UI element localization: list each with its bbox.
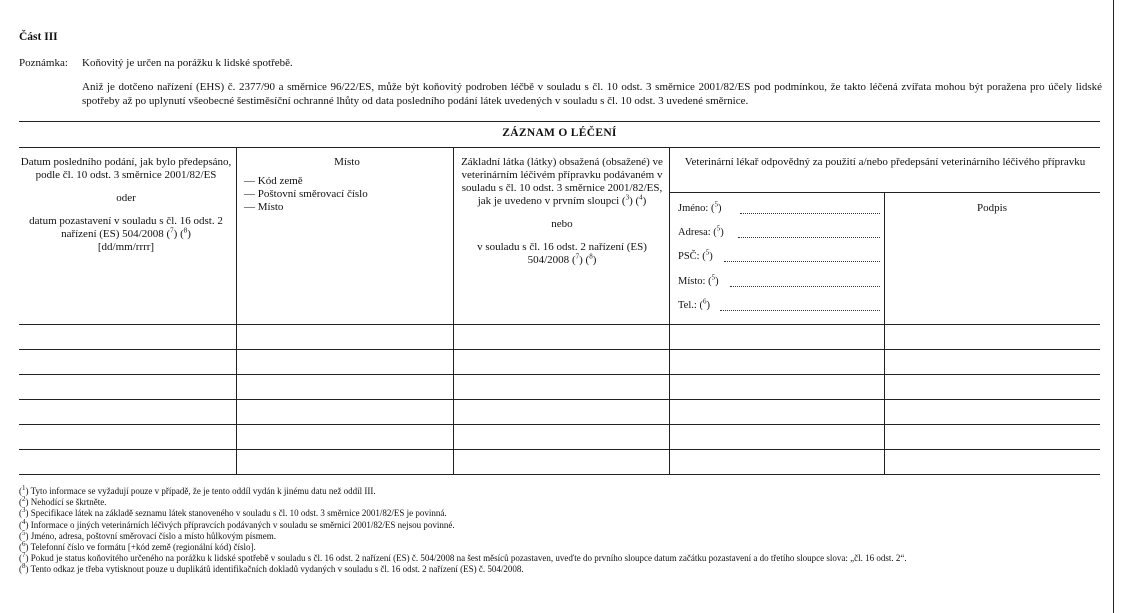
row-rule-1 [19,349,1100,350]
vet-name-line: Jméno: ($^5$) [678,203,721,214]
footnote-8: ($^8$) Tento odkaz je třeba vytisknout pouze u duplikátů identifikačních dokladů vydaných v souladu s čl. 16 odst. 2 nařízení (ES) č. 504/2008. [19,562,524,575]
footnote-num-6: 6 [22,540,26,549]
col-divider-2 [453,147,454,475]
col-place-title: Místo [334,156,360,168]
footnote-4: ($^4$) Informace o jiných veterinárních léčivých přípravcích podávaných v souladu se směrnicí 2001/82/ES nejsou povinné. [19,517,455,530]
vet-zip-line: PSČ: ($^5$) [678,251,713,262]
col-substance-p1: Základní látka (látky) obsažená (obsažené) ve veterinárním léčivém přípravku podávaném v souladu s čl. 10 odst. 3 směrnice 2001/82/ES, jak je uvedeno v prvním sloupci ($^3$) ($^4$) [461,156,663,207]
table-bottom-rule [19,474,1100,475]
footnote-text-6: Telefonní číslo ve formátu [+kód země (regionální kód) číslo]. [30,542,256,553]
col-substance-p1-text: Základní látka (látky) obsažená (obsažené) ve veterinárním léčivém přípravku podávaném v souladu s čl. 10 odst. 3 směrnice 2001/82/ES, jak je uvedeno v prvním sloupci [461,156,663,207]
fn-ref-7: 7 [170,226,174,235]
footnote-num-8: 8 [22,562,26,571]
vet-place-label: Místo: [678,276,706,287]
col-divider-4 [884,192,885,475]
vet-address-field[interactable] [738,237,880,238]
vet-address-line: Adresa: ($^5$) [678,227,724,238]
col-place-item-place: — Místo [244,201,284,213]
vet-subheader-rule [669,192,1100,193]
col-place-item-country: — Kód země [244,175,303,187]
footnote-text-7: Pokud je status koňovitého určeného na porážku k lidské spotřebě v souladu s čl. 16 odst. 2 nařízení (ES) č. 504/2008 na šest měsíců pozastaven, uveďte do prvního sloupce datum začátku pozastavení a do třetího sloupce slova: „čl. 16 odst. 2“. [30,553,907,564]
footnote-2: ($^2$) Nehodící se škrtněte. [19,495,107,508]
note-row [19,57,293,69]
fn-ref-7b: 7 [575,252,580,261]
footnote-text-5: Jméno, adresa, poštovní směrovací číslo a místo hůlkovým písmem. [30,530,276,541]
footnotes [19,486,1104,576]
fn-ref-8: 8 [183,226,188,235]
vet-signature-label: Podpis [977,202,1007,214]
note-label: Poznámka: [19,57,68,69]
vet-name-label: Jméno: [678,203,709,214]
col-date-p1: Datum posledního podání, jak bylo předepsáno, podle čl. 10 odst. 3 směrnice 2001/82/ES [20,156,232,181]
row-rule-4 [19,424,1100,425]
footnote-num-4: 4 [22,517,26,526]
footnote-5: ($^5$) Jméno, adresa, poštovní směrovací číslo a místo hůlkovým písmem. [19,528,276,541]
footnote-text-8: Tento odkaz je třeba vytisknout pouze u duplikátů identifikačních dokladů vydaných v souladu s čl. 16 odst. 2 nařízení (ES) č. 504/2008. [30,564,524,575]
footnote-text-1: Tyto informace se vyžadují pouze v případě, že je tento oddíl vydán k jinému datu než oddíl III. [30,486,376,496]
note-text: Koňovitý je určen na porážku k lidské spotřebě. [82,57,293,69]
fn-ref-4: 4 [639,193,643,202]
footnote-7: ($^7$) Pokud je status koňovitého určeného na porážku k lidské spotřebě v souladu s čl. 16 odst. 2 nařízení (ES) č. 504/2008 na šest měsíců pozastaven, uveďte do prvního sloupce datum začátku pozastavení a do třetího sloupce slova: „čl. 16 odst. 2“. [19,551,907,564]
footnote-text-3: Specifikace látek na základě seznamu látek stanoveného v souladu s čl. 10 odst. 3 směrnice 2001/82/ES je povinná. [30,508,447,519]
vet-tel-label: Tel.: [678,300,697,311]
col-divider-1 [236,147,237,475]
footnote-text-2: Nehodící se škrtněte. [30,497,107,508]
footnote-num-7: 7 [22,551,26,560]
col-substance-p3: v souladu s čl. 16 odst. 2 nařízení (ES) 504/2008 ($^7$) ($^8$) [477,241,647,266]
row-rule-0 [19,324,1100,325]
col-divider-3 [669,147,670,475]
vet-address-label: Adresa: [678,227,711,238]
footnote-num-2: 2 [22,495,26,504]
col-date-p2: oder [116,192,136,204]
part-title: Část III [19,31,58,43]
footnote-6: ($^6$) Telefonní číslo ve formátu [+kód země (regionální kód) číslo]. [19,540,256,553]
col-date-p3-text: datum pozastavení v souladu s čl. 16 odst. 2 nařízení (ES) 504/2008 [29,215,223,240]
fn-ref-5b: 5 [716,224,721,233]
vet-place-field[interactable] [730,286,880,287]
vet-tel-field[interactable] [720,310,880,311]
table-top-rule [19,121,1100,122]
table-header-rule [19,147,1100,148]
vet-zip-field[interactable] [724,261,880,262]
footnote-num-1: 1 [22,484,26,492]
table-title: ZÁZNAM O LÉČENÍ [502,127,617,139]
row-rule-2 [19,374,1100,375]
fn-ref-8b: 8 [589,252,593,261]
col-substance-p2: nebo [551,218,573,230]
col-date-p3: datum pozastavení v souladu s čl. 16 odst. 2 nařízení (ES) 504/2008 ($^7$) ($^8$) [29,215,223,240]
footnote-num-5: 5 [22,528,26,537]
col-place-item-zip: — Poštovní směrovací číslo [244,188,368,200]
footnote-1: ($^1$) Tyto informace se vyžadují pouze v případě, že je tento oddíl vydán k jinému datu než oddíl III. [19,484,376,496]
col-place-header [244,156,450,214]
col-vet-header: Veterinární lékař odpovědný za použití a/nebo předepsání veterinárního léčivého přípravku [684,156,1086,168]
note-paragraph: Aniž je dotčeno nařízení (EHS) č. 2377/90 a směrnice 96/22/ES, může být koňovitý podroben léčbě v souladu s čl. 10 odst. 3 směrnice 2001/82/ES pod podmínkou, že takto léčená zvířata mohou být poražena pro účely lidské spotřeby až po uplynutí všeobecné šestiměsíční ochranné lhůty od data posledního podání látek uvedených v souladu s čl. 10 odst. 3 uvedené směrnice. [82,81,1102,107]
col-date-format: [dd/mm/rrrr] [97,241,155,253]
col-substance-header [459,156,665,267]
fn-ref-5d: 5 [711,273,716,282]
vet-name-field[interactable] [740,213,880,214]
footnote-3: ($^3$) Specifikace látek na základě seznamu látek stanoveného v souladu s čl. 10 odst. 3 směrnice 2001/82/ES je povinná. [19,506,447,519]
vet-tel-line: Tel.: ($^6$) [678,300,710,311]
footnote-text-4: Informace o jiných veterinárních léčivých přípravcích podávaných v souladu se směrnicí 2001/82/ES nejsou povinné. [30,519,455,530]
col-substance-p3-text: v souladu s čl. 16 odst. 2 nařízení (ES) 504/2008 [477,241,647,266]
col-date-header [19,156,233,254]
fn-ref-3: 3 [625,193,630,202]
footnote-num-3: 3 [22,506,26,515]
row-rule-5 [19,449,1100,450]
fn-ref-5c: 5 [705,248,710,257]
vet-zip-label: PSČ: [678,251,700,262]
vet-place-line: Místo: ($^5$) [678,276,719,287]
fn-ref-6: 6 [702,297,707,306]
page-margin-rule [1113,0,1114,613]
row-rule-3 [19,399,1100,400]
fn-ref-5a: 5 [714,200,718,209]
